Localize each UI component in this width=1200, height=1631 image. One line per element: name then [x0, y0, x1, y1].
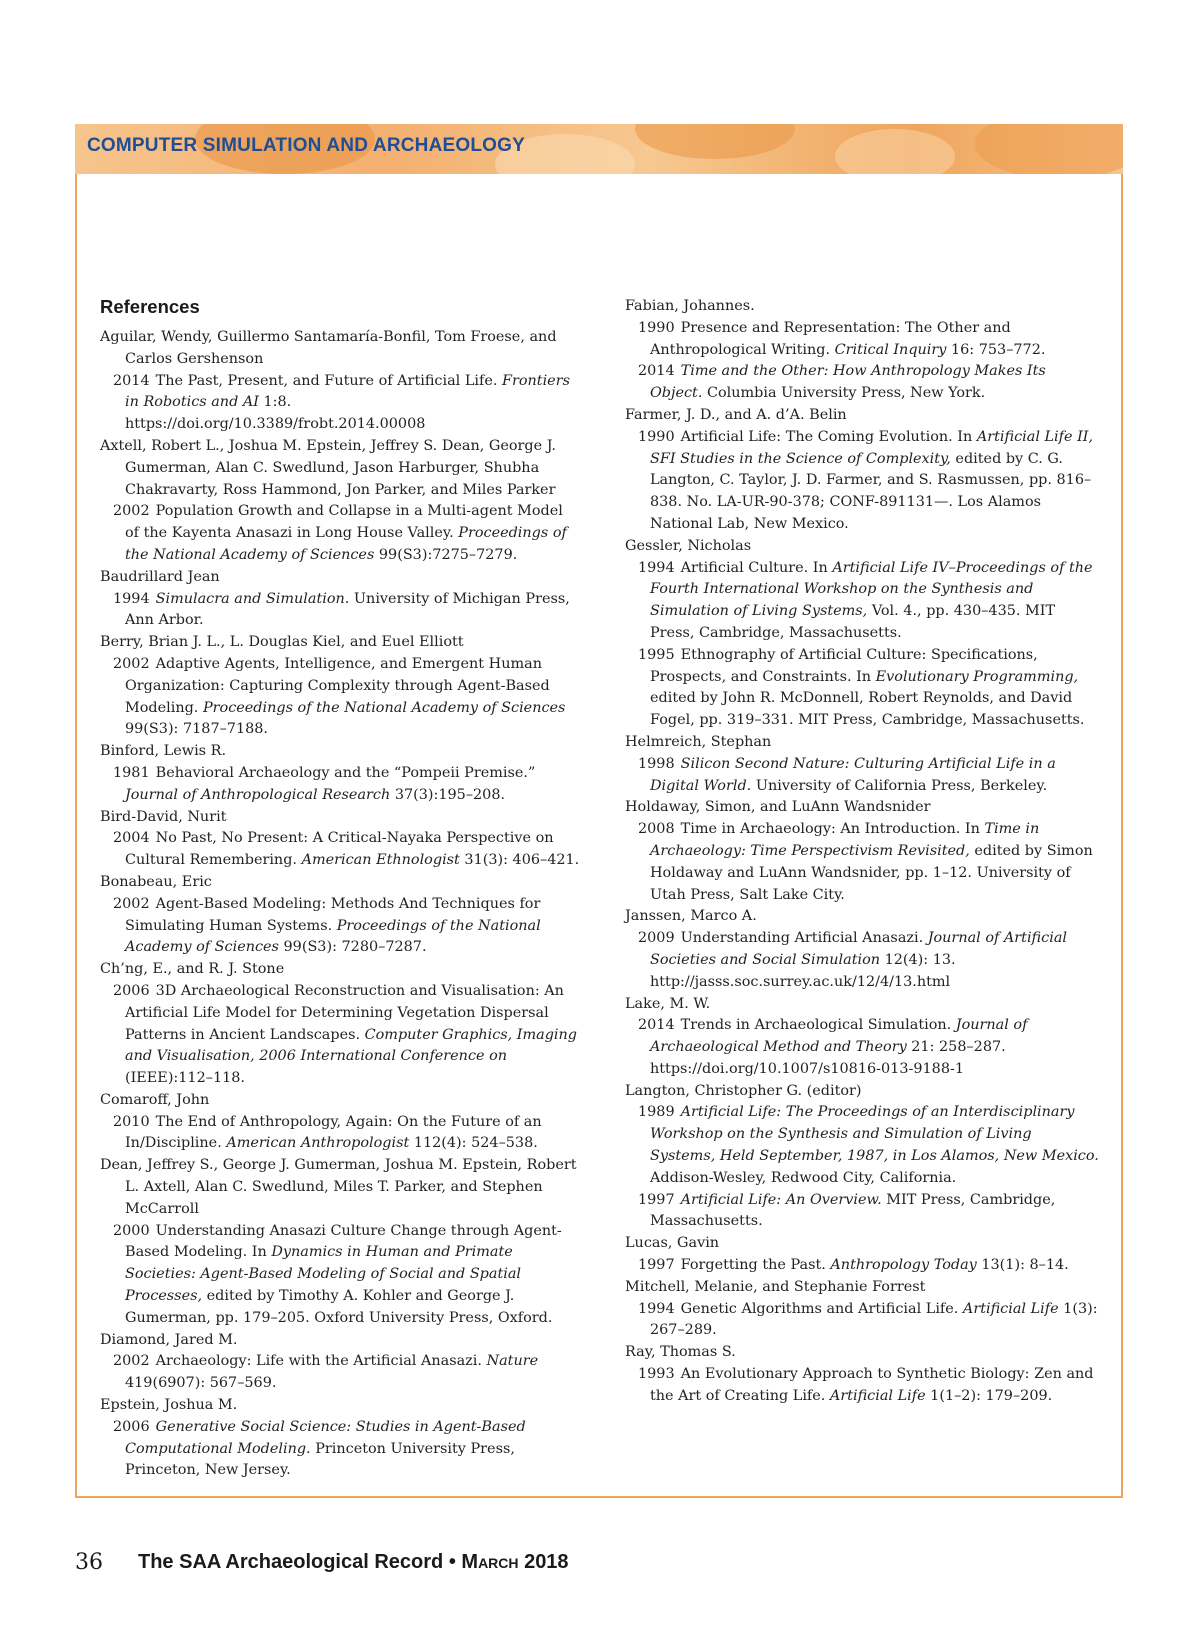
reference-title-italic: Nature — [486, 1353, 539, 1370]
reference-text: Vol. 4., pp. 430–435. MIT Press, Cambridge, Massachusetts. — [650, 603, 1056, 641]
reference-text: University of California Press, Berkeley. — [751, 777, 1048, 794]
reference-title-italic: American Anthropologist — [226, 1135, 410, 1152]
reference-entry — [100, 327, 580, 436]
reference-work — [100, 828, 580, 872]
reference-entry — [100, 741, 580, 806]
reference-title-italic: Critical Inquiry — [834, 341, 947, 358]
reference-author: Lake, M. W. — [625, 995, 711, 1012]
reference-year: 1994 — [113, 590, 150, 607]
reference-year: 1997 — [638, 1191, 675, 1208]
reference-work — [625, 558, 1100, 645]
page-number: 36 — [75, 1550, 103, 1575]
reference-work — [625, 819, 1100, 906]
reference-author: Epstein, Joshua M. — [100, 1397, 238, 1414]
reference-text: MIT Press, Cambridge, Massachusetts. — [650, 1191, 1056, 1230]
reference-text: 31(3): 406–421. — [459, 852, 580, 869]
reference-entry — [625, 1233, 1100, 1277]
reference-work — [625, 1364, 1100, 1408]
section-banner — [75, 124, 1123, 174]
reference-title-italic: Simulacra and Simulation. — [155, 590, 350, 607]
reference-work — [625, 361, 1100, 405]
reference-title-italic: Artificial Life — [962, 1300, 1059, 1317]
reference-year: 1994 — [638, 559, 675, 576]
reference-entry — [100, 1395, 580, 1482]
reference-work — [625, 1299, 1100, 1343]
reference-text: 21: 258–287. https://doi.org/10.1007/s10816-013-9188-1 — [650, 1039, 1006, 1077]
reference-entry — [625, 536, 1100, 732]
reference-year: 2008 — [638, 821, 675, 838]
reference-year: 1994 — [638, 1300, 675, 1317]
references-left-column — [100, 296, 580, 1482]
reference-text: 13(1): 8–14. — [976, 1257, 1069, 1274]
reference-text: 99(S3): 7187–7188. — [125, 721, 268, 738]
reference-title-italic: Proceedings of the National Academy of Sciences — [125, 917, 541, 956]
reference-entry — [100, 632, 580, 741]
reference-title-italic: Generative Social Science: Studies in Agent-Based Computational Modeling. — [125, 1418, 526, 1457]
reference-work — [100, 763, 580, 807]
reference-text: Princeton University Press, Princeton, New Jersey. — [125, 1440, 515, 1479]
references-heading: References — [100, 296, 200, 317]
reference-work — [100, 894, 580, 959]
reference-text: 37(3):195–208. — [390, 786, 506, 803]
reference-text: Ethnography of Artificial Culture: Specifications, Prospects, and Constraints. In — [650, 646, 1038, 685]
reference-entry — [100, 436, 580, 567]
reference-entry — [625, 797, 1100, 906]
reference-text: Understanding Artificial Anasazi. — [680, 930, 928, 947]
reference-year: 2002 — [113, 655, 150, 672]
reference-text: No Past, No Present: A Critical-Nayaka Perspective on Cultural Remembering. — [125, 830, 554, 869]
reference-author: Axtell, Robert L., Joshua M. Epstein, Jeffrey S. Dean, George J. Gumerman, Alan C. Swedlund, Jason Harburger, Shubha Chakravarty, Ross Hammond, Jon Parker, and Miles Parker — [100, 437, 556, 498]
reference-author: Dean, Jeffrey S., George J. Gumerman, Joshua M. Epstein, Robert L. Axtell, Alan C. Swedlund, Miles T. Parker, and Stephen McCarroll — [100, 1157, 577, 1217]
reference-title-italic: Artificial Life: The Proceedings of an Interdisciplinary Workshop on the Synthesis and Simulation of Living Systems, Held September, 1987, in Los Alamos, New Mexico. — [650, 1104, 1099, 1165]
reference-entry — [625, 1081, 1100, 1234]
reference-title-italic: Artificial Life — [829, 1387, 926, 1404]
footer-separator: • — [448, 1551, 456, 1573]
reference-entry — [100, 1330, 580, 1395]
reference-entry — [625, 994, 1100, 1081]
reference-work — [625, 1102, 1100, 1189]
reference-title-italic: Computer Graphics, Imaging and Visualisation, 2006 International Conference on — [125, 1026, 578, 1065]
reference-work — [100, 1417, 580, 1482]
reference-text: Time in Archaeology: An Introduction. In — [680, 821, 985, 838]
journal-issue — [138, 1551, 569, 1574]
reference-text: Artificial Culture. In — [680, 559, 833, 576]
reference-title-italic: Journal of Anthropological Research — [125, 786, 391, 803]
reference-text: Population Growth and Collapse in a Multi-agent Model of the Kayenta Anasazi in Long House Valley. — [125, 503, 563, 542]
reference-entry — [625, 732, 1100, 797]
reference-work — [625, 1255, 1100, 1277]
reference-title-italic: Artificial Life IV–Proceedings of the Fourth International Workshop on the Synthesis and Simulation of Living Systems, — [650, 559, 1093, 620]
reference-list-right — [625, 296, 1100, 1408]
reference-text: University of Michigan Press, Ann Arbor. — [125, 590, 570, 629]
reference-author: Berry, Brian J. L., L. Douglas Kiel, and Euel Elliott — [100, 634, 464, 651]
reference-title-italic: Proceedings of the National Academy of Sciences — [125, 525, 567, 563]
reference-work — [625, 928, 1100, 993]
journal-name: The SAA Archaeological Record — [138, 1551, 444, 1573]
reference-text: 112(4): 524–538. — [409, 1135, 538, 1152]
reference-year: 1995 — [638, 646, 675, 663]
reference-text: 99(S3): 7280–7287. — [278, 939, 427, 956]
reference-title-italic: American Ethnologist — [301, 852, 460, 869]
reference-work — [100, 981, 580, 1090]
reference-work — [100, 654, 580, 741]
reference-author: Farmer, J. D., and A. d’A. Belin — [625, 406, 847, 423]
reference-entry — [625, 906, 1100, 993]
reference-list-left — [100, 327, 580, 1482]
reference-text: edited by Timothy A. Kohler and George J. Gumerman, pp. 179–205. Oxford University Press, Oxford. — [125, 1288, 553, 1326]
reference-year: 2002 — [113, 1353, 150, 1370]
reference-entry — [100, 872, 580, 959]
reference-author: Bird-David, Nurit — [100, 808, 227, 825]
reference-text: (IEEE):112–118. — [125, 1070, 245, 1087]
reference-title-italic: Journal of Archaeological Method and Theory — [650, 1017, 1028, 1056]
reference-text: Forgetting the Past. — [680, 1257, 831, 1274]
reference-author: Helmreich, Stephan — [625, 733, 772, 750]
reference-text: Behavioral Archaeology and the “Pompeii Premise.” — [155, 764, 536, 781]
reference-year: 2014 — [638, 1017, 675, 1034]
reference-text: Understanding Anasazi Culture Change through Agent-Based Modeling. In — [125, 1222, 562, 1261]
reference-work — [100, 1351, 580, 1395]
reference-text: 1(3): 267–289. — [650, 1300, 1098, 1339]
reference-text: Artificial Life: The Coming Evolution. In — [680, 428, 977, 445]
reference-text: 3D Archaeological Reconstruction and Visualisation: An Artificial Life Model for Determining Vegetation Dispersal Patterns in Ancient Landscapes. — [125, 982, 564, 1043]
reference-entry — [100, 807, 580, 872]
reference-title-italic: Artificial Life II, SFI Studies in the Science of Complexity, — [650, 428, 1094, 467]
reference-title-italic: Evolutionary Programming, — [875, 668, 1079, 685]
reference-author: Diamond, Jared M. — [100, 1331, 238, 1348]
reference-text: edited by C. G. Langton, C. Taylor, J. D. Farmer, and S. Rasmussen, pp. 816–838. No. LA-UR-90-378; CONF-891131—. Los Alamos National Lab, New Mexico. — [650, 450, 1092, 532]
reference-author: Aguilar, Wendy, Guillermo Santamaría-Bonfil, Tom Froese, and Carlos Gershenson — [100, 329, 557, 367]
reference-text: 12(4): 13. http://jasss.soc.surrey.ac.uk/12/4/13.html — [650, 951, 956, 990]
reference-year: 2004 — [113, 830, 150, 847]
reference-title-italic: Proceedings of the National Academy of Sciences — [202, 699, 566, 716]
reference-text: edited by John R. McDonnell, Robert Reynolds, and David Fogel, pp. 319–331. MIT Press, Cambridge, Massachusetts. — [650, 690, 1085, 729]
reference-text: 1:8. https://doi.org/10.3389/frobt.2014.00008 — [125, 394, 426, 433]
reference-text: 419(6907): 567–569. — [125, 1375, 277, 1392]
reference-title-italic: Anthropology Today — [830, 1257, 977, 1274]
reference-year: 2002 — [113, 895, 150, 912]
reference-text: The Past, Present, and Future of Artificial Life. — [155, 372, 502, 389]
reference-entry — [625, 296, 1100, 405]
reference-title-italic: Silicon Second Nature: Culturing Artificial Life in a Digital World. — [650, 755, 1056, 794]
reference-text: Columbia University Press, New York. — [702, 385, 986, 402]
reference-text: Addison-Wesley, Redwood City, California. — [650, 1169, 957, 1186]
reference-text: An Evolutionary Approach to Synthetic Biology: Zen and the Art of Creating Life. — [650, 1366, 1094, 1404]
section-title: COMPUTER SIMULATION AND ARCHAEOLOGY — [87, 135, 526, 156]
reference-year: 2006 — [113, 1418, 150, 1435]
reference-author: Janssen, Marco A. — [625, 908, 757, 925]
reference-text: The End of Anthropology, Again: On the Future of an In/Discipline. — [125, 1113, 542, 1152]
reference-entry — [625, 1277, 1100, 1342]
reference-work — [100, 589, 580, 633]
reference-year: 2014 — [113, 372, 150, 389]
reference-title-italic: Time and the Other: How Anthropology Makes Its Object. — [650, 363, 1046, 402]
reference-year: 1998 — [638, 755, 675, 772]
reference-year: 1989 — [638, 1104, 675, 1121]
reference-entry — [100, 959, 580, 1090]
reference-title-italic: Artificial Life: An Overview. — [680, 1191, 882, 1208]
reference-title-italic: Frontiers in Robotics and AI — [125, 372, 570, 411]
reference-work — [625, 645, 1100, 732]
reference-author: Baudrillard Jean — [100, 568, 220, 585]
reference-work — [100, 501, 580, 566]
reference-text: Adaptive Agents, Intelligence, and Emergent Human Organization: Capturing Complexity through Agent-Based Modeling. — [125, 655, 550, 716]
reference-author: Binford, Lewis R. — [100, 743, 227, 760]
reference-text: 1(1–2): 179–209. — [925, 1387, 1053, 1404]
reference-entry — [100, 1090, 580, 1155]
reference-year: 2002 — [113, 503, 150, 520]
reference-year: 1981 — [113, 764, 150, 781]
reference-title-italic: Journal of Artificial Societies and Social Simulation — [650, 930, 1068, 968]
reference-author: Holdaway, Simon, and LuAnn Wandsnider — [625, 799, 931, 816]
reference-text: 99(S3):7275–7279. — [374, 546, 518, 563]
reference-text: Agent-Based Modeling: Methods And Techniques for Simulating Human Systems. — [125, 895, 541, 934]
reference-work — [100, 1112, 580, 1156]
reference-text: edited by Simon Holdaway and LuAnn Wandsnider, pp. 1–12. University of Utah Press, Salt Lake City. — [650, 842, 1093, 903]
references-right-column — [625, 296, 1100, 1408]
reference-author: Fabian, Johannes. — [625, 298, 755, 314]
reference-year: 2010 — [113, 1113, 150, 1130]
reference-title-italic: Dynamics in Human and Primate Societies: Agent-Based Modeling of Social and Spatial Processes, — [125, 1244, 522, 1305]
reference-author: Comaroff, John — [100, 1091, 210, 1108]
reference-work — [100, 1221, 580, 1330]
reference-author: Mitchell, Melanie, and Stephanie Forrest — [625, 1278, 926, 1295]
reference-author: Gessler, Nicholas — [625, 537, 752, 554]
reference-entry — [100, 1155, 580, 1329]
reference-entry — [625, 405, 1100, 536]
reference-work — [625, 1190, 1100, 1234]
reference-entry — [100, 567, 580, 632]
reference-year: 2009 — [638, 930, 675, 947]
reference-year: 2000 — [113, 1222, 150, 1239]
reference-year: 2014 — [638, 363, 675, 380]
reference-text: Genetic Algorithms and Artificial Life. — [680, 1300, 963, 1317]
issue-date: March 2018 — [461, 1551, 569, 1573]
reference-year: 1993 — [638, 1366, 675, 1383]
reference-author: Langton, Christopher G. (editor) — [625, 1082, 862, 1099]
reference-entry — [625, 1342, 1100, 1407]
reference-work — [625, 1015, 1100, 1080]
reference-title-italic: Time in Archaeology: Time Perspectivism Revisited, — [650, 821, 1040, 859]
reference-work — [625, 754, 1100, 798]
reference-author: Ray, Thomas S. — [625, 1344, 736, 1361]
reference-year: 2006 — [113, 982, 150, 999]
reference-work — [625, 427, 1100, 536]
reference-work — [625, 318, 1100, 362]
reference-work — [100, 371, 580, 436]
reference-year: 1990 — [638, 428, 675, 445]
reference-text: Trends in Archaeological Simulation. — [680, 1017, 956, 1034]
reference-text: 16: 753–772. — [946, 341, 1046, 358]
reference-author: Ch’ng, E., and R. J. Stone — [100, 961, 285, 978]
reference-year: 1990 — [638, 319, 675, 336]
reference-text: Archaeology: Life with the Artificial Anasazi. — [155, 1353, 487, 1370]
reference-year: 1997 — [638, 1257, 675, 1274]
reference-author: Lucas, Gavin — [625, 1235, 720, 1252]
reference-text: Presence and Representation: The Other and Anthropological Writing. — [650, 319, 1011, 358]
reference-author: Bonabeau, Eric — [100, 873, 212, 890]
